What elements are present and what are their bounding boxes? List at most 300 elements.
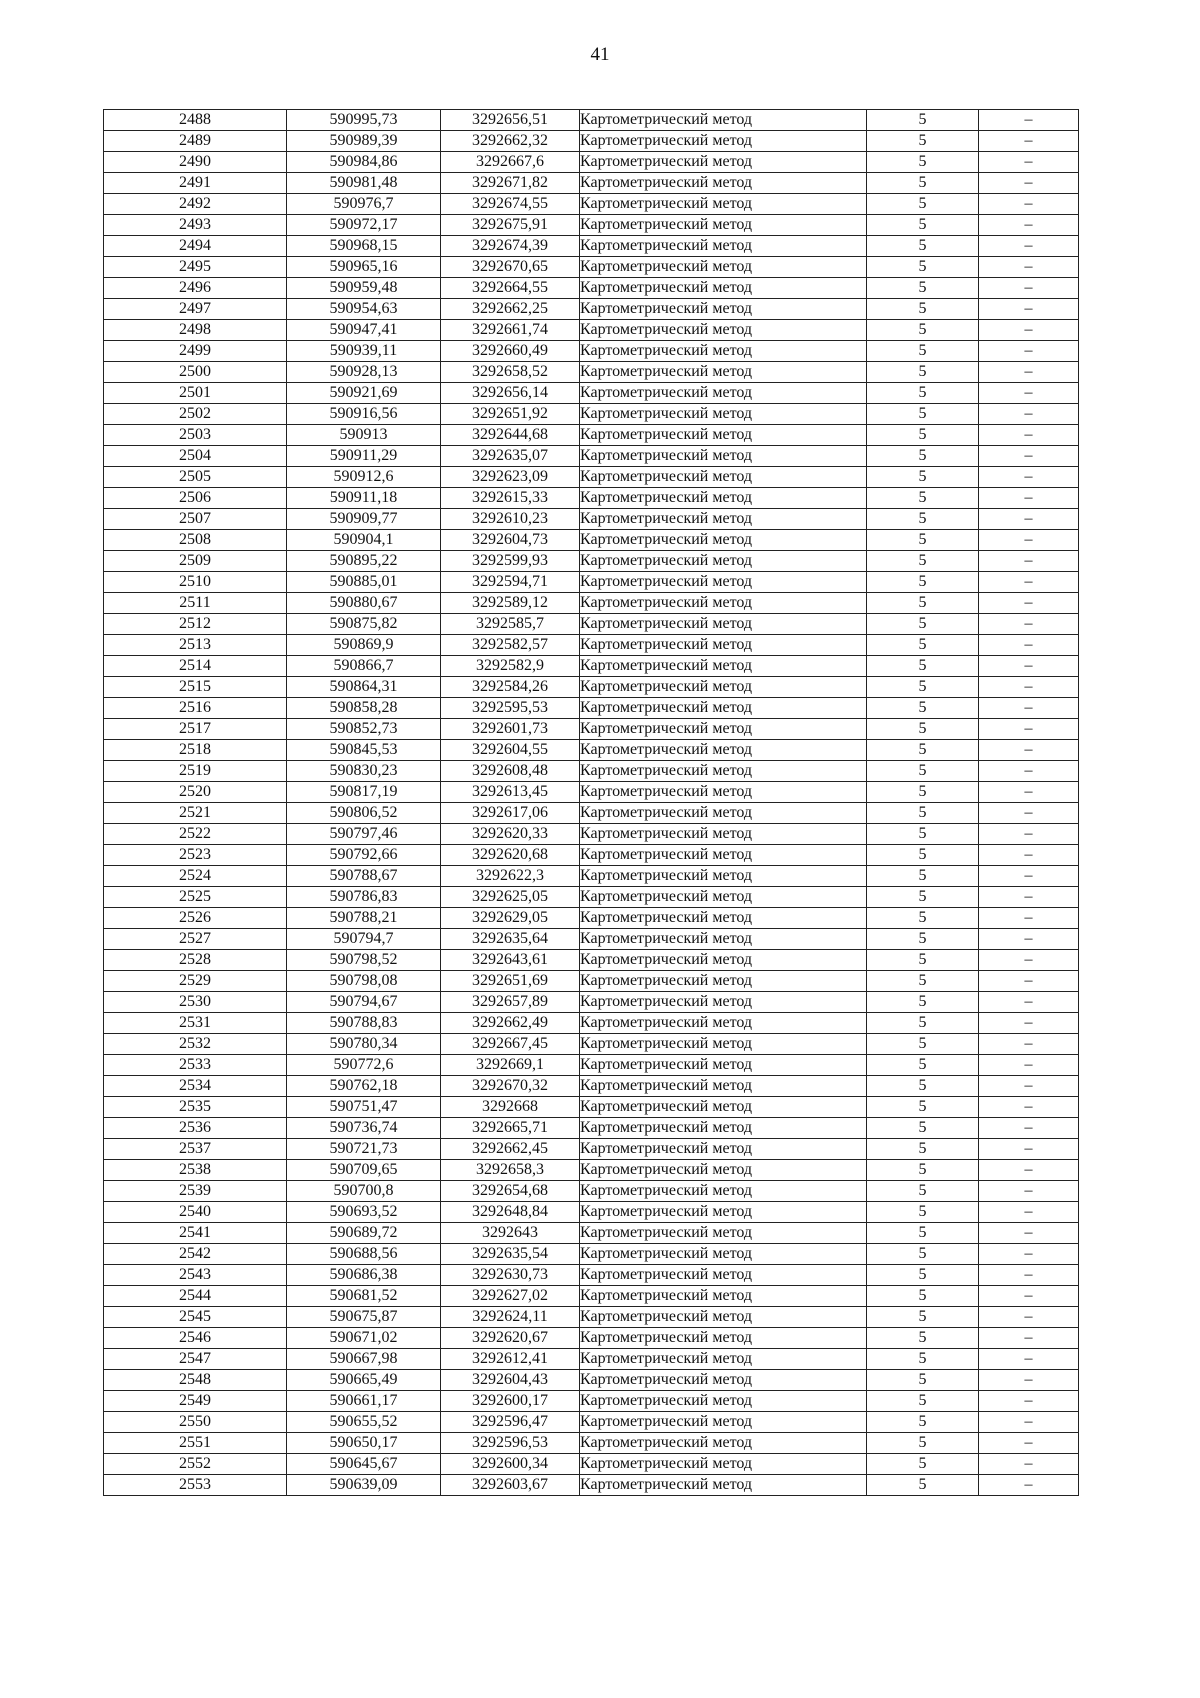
y-coordinate-cell: 3292658,52 [441, 362, 580, 383]
y-coordinate-cell: 3292624,11 [441, 1307, 580, 1328]
x-coordinate-cell: 590751,47 [287, 1097, 441, 1118]
x-coordinate-cell: 590721,73 [287, 1139, 441, 1160]
x-coordinate-cell: 590995,73 [287, 110, 441, 131]
table-row [104, 257, 1079, 278]
table-row [104, 719, 1079, 740]
accuracy-cell: 5 [867, 446, 979, 467]
table-row [104, 782, 1079, 803]
y-coordinate-cell: 3292656,14 [441, 383, 580, 404]
point-number-cell: 2512 [104, 614, 287, 635]
x-coordinate-cell: 590976,7 [287, 194, 441, 215]
y-coordinate-cell: 3292599,93 [441, 551, 580, 572]
accuracy-cell: 5 [867, 908, 979, 929]
point-number-cell: 2520 [104, 782, 287, 803]
description-cell: – [979, 740, 1079, 761]
method-cell: Картометрический метод [580, 446, 867, 467]
table-row [104, 1055, 1079, 1076]
description-cell: – [979, 404, 1079, 425]
description-cell: – [979, 698, 1079, 719]
accuracy-cell: 5 [867, 1454, 979, 1475]
y-coordinate-cell: 3292620,68 [441, 845, 580, 866]
x-coordinate-cell: 590661,17 [287, 1391, 441, 1412]
point-number-cell: 2551 [104, 1433, 287, 1454]
description-cell: – [979, 194, 1079, 215]
accuracy-cell: 5 [867, 1223, 979, 1244]
method-cell: Картометрический метод [580, 425, 867, 446]
x-coordinate-cell: 590921,69 [287, 383, 441, 404]
table-row [104, 530, 1079, 551]
y-coordinate-cell: 3292674,55 [441, 194, 580, 215]
method-cell: Картометрический метод [580, 152, 867, 173]
point-number-cell: 2492 [104, 194, 287, 215]
accuracy-cell: 5 [867, 950, 979, 971]
y-coordinate-cell: 3292661,74 [441, 320, 580, 341]
table-row [104, 425, 1079, 446]
point-number-cell: 2489 [104, 131, 287, 152]
y-coordinate-cell: 3292657,89 [441, 992, 580, 1013]
description-cell: – [979, 1139, 1079, 1160]
accuracy-cell: 5 [867, 278, 979, 299]
point-number-cell: 2527 [104, 929, 287, 950]
accuracy-cell: 5 [867, 1433, 979, 1454]
y-coordinate-cell: 3292604,55 [441, 740, 580, 761]
table-row [104, 299, 1079, 320]
accuracy-cell: 5 [867, 551, 979, 572]
description-cell: – [979, 509, 1079, 530]
x-coordinate-cell: 590671,02 [287, 1328, 441, 1349]
table-row [104, 1286, 1079, 1307]
y-coordinate-cell: 3292669,1 [441, 1055, 580, 1076]
x-coordinate-cell: 590686,38 [287, 1265, 441, 1286]
method-cell: Картометрический метод [580, 677, 867, 698]
method-cell: Картометрический метод [580, 404, 867, 425]
accuracy-cell: 5 [867, 530, 979, 551]
method-cell: Картометрический метод [580, 110, 867, 131]
table-row [104, 1034, 1079, 1055]
description-cell: – [979, 866, 1079, 887]
description-cell: – [979, 1433, 1079, 1454]
table-row [104, 551, 1079, 572]
point-number-cell: 2504 [104, 446, 287, 467]
table-row [104, 1391, 1079, 1412]
method-cell: Картометрический метод [580, 341, 867, 362]
table-row [104, 740, 1079, 761]
description-cell: – [979, 1160, 1079, 1181]
y-coordinate-cell: 3292600,17 [441, 1391, 580, 1412]
table-row [104, 1412, 1079, 1433]
x-coordinate-cell: 590688,56 [287, 1244, 441, 1265]
table-row [104, 1307, 1079, 1328]
x-coordinate-cell: 590913 [287, 425, 441, 446]
y-coordinate-cell: 3292654,68 [441, 1181, 580, 1202]
x-coordinate-cell: 590798,08 [287, 971, 441, 992]
accuracy-cell: 5 [867, 1286, 979, 1307]
description-cell: – [979, 1118, 1079, 1139]
accuracy-cell: 5 [867, 782, 979, 803]
table-row [104, 635, 1079, 656]
accuracy-cell: 5 [867, 719, 979, 740]
accuracy-cell: 5 [867, 1076, 979, 1097]
point-number-cell: 2495 [104, 257, 287, 278]
accuracy-cell: 5 [867, 1181, 979, 1202]
method-cell: Картометрический метод [580, 362, 867, 383]
accuracy-cell: 5 [867, 593, 979, 614]
point-number-cell: 2539 [104, 1181, 287, 1202]
point-number-cell: 2507 [104, 509, 287, 530]
y-coordinate-cell: 3292660,49 [441, 341, 580, 362]
y-coordinate-cell: 3292627,02 [441, 1286, 580, 1307]
table-row [104, 824, 1079, 845]
description-cell: – [979, 236, 1079, 257]
point-number-cell: 2553 [104, 1475, 287, 1496]
x-coordinate-cell: 590968,15 [287, 236, 441, 257]
point-number-cell: 2535 [104, 1097, 287, 1118]
x-coordinate-cell: 590788,67 [287, 866, 441, 887]
y-coordinate-cell: 3292662,45 [441, 1139, 580, 1160]
y-coordinate-cell: 3292635,64 [441, 929, 580, 950]
y-coordinate-cell: 3292582,9 [441, 656, 580, 677]
method-cell: Картометрический метод [580, 740, 867, 761]
description-cell: – [979, 1349, 1079, 1370]
description-cell: – [979, 1097, 1079, 1118]
coordinates-table-body [104, 110, 1079, 1496]
y-coordinate-cell: 3292601,73 [441, 719, 580, 740]
description-cell: – [979, 887, 1079, 908]
description-cell: – [979, 152, 1079, 173]
table-row [104, 1202, 1079, 1223]
accuracy-cell: 5 [867, 425, 979, 446]
table-row [104, 1160, 1079, 1181]
method-cell: Картометрический метод [580, 1307, 867, 1328]
y-coordinate-cell: 3292608,48 [441, 761, 580, 782]
x-coordinate-cell: 590639,09 [287, 1475, 441, 1496]
y-coordinate-cell: 3292594,71 [441, 572, 580, 593]
accuracy-cell: 5 [867, 845, 979, 866]
description-cell: – [979, 1181, 1079, 1202]
x-coordinate-cell: 590912,6 [287, 467, 441, 488]
method-cell: Картометрический метод [580, 1202, 867, 1223]
accuracy-cell: 5 [867, 1034, 979, 1055]
y-coordinate-cell: 3292662,49 [441, 1013, 580, 1034]
method-cell: Картометрический метод [580, 173, 867, 194]
description-cell: – [979, 488, 1079, 509]
x-coordinate-cell: 590845,53 [287, 740, 441, 761]
description-cell: – [979, 593, 1079, 614]
x-coordinate-cell: 590830,23 [287, 761, 441, 782]
table-row [104, 1139, 1079, 1160]
point-number-cell: 2533 [104, 1055, 287, 1076]
y-coordinate-cell: 3292589,12 [441, 593, 580, 614]
description-cell: – [979, 1076, 1079, 1097]
y-coordinate-cell: 3292629,05 [441, 908, 580, 929]
method-cell: Картометрический метод [580, 1076, 867, 1097]
accuracy-cell: 5 [867, 509, 979, 530]
point-number-cell: 2522 [104, 824, 287, 845]
table-row [104, 236, 1079, 257]
y-coordinate-cell: 3292604,73 [441, 530, 580, 551]
method-cell: Картометрический метод [580, 950, 867, 971]
x-coordinate-cell: 590797,46 [287, 824, 441, 845]
y-coordinate-cell: 3292635,07 [441, 446, 580, 467]
point-number-cell: 2488 [104, 110, 287, 131]
point-number-cell: 2501 [104, 383, 287, 404]
method-cell: Картометрический метод [580, 698, 867, 719]
point-number-cell: 2497 [104, 299, 287, 320]
y-coordinate-cell: 3292613,45 [441, 782, 580, 803]
point-number-cell: 2498 [104, 320, 287, 341]
method-cell: Картометрический метод [580, 1265, 867, 1286]
table-row [104, 950, 1079, 971]
description-cell: – [979, 908, 1079, 929]
table-row [104, 887, 1079, 908]
table-row [104, 803, 1079, 824]
description-cell: – [979, 992, 1079, 1013]
description-cell: – [979, 1034, 1079, 1055]
table-row [104, 698, 1079, 719]
method-cell: Картометрический метод [580, 929, 867, 950]
y-coordinate-cell: 3292656,51 [441, 110, 580, 131]
y-coordinate-cell: 3292662,32 [441, 131, 580, 152]
method-cell: Картометрический метод [580, 467, 867, 488]
method-cell: Картометрический метод [580, 299, 867, 320]
accuracy-cell: 5 [867, 572, 979, 593]
accuracy-cell: 5 [867, 698, 979, 719]
description-cell: – [979, 677, 1079, 698]
table-row [104, 1244, 1079, 1265]
accuracy-cell: 5 [867, 1118, 979, 1139]
x-coordinate-cell: 590852,73 [287, 719, 441, 740]
description-cell: – [979, 1475, 1079, 1496]
accuracy-cell: 5 [867, 341, 979, 362]
method-cell: Картометрический метод [580, 215, 867, 236]
description-cell: – [979, 110, 1079, 131]
method-cell: Картометрический метод [580, 1391, 867, 1412]
x-coordinate-cell: 590947,41 [287, 320, 441, 341]
x-coordinate-cell: 590794,7 [287, 929, 441, 950]
description-cell: – [979, 383, 1079, 404]
x-coordinate-cell: 590693,52 [287, 1202, 441, 1223]
description-cell: – [979, 1286, 1079, 1307]
accuracy-cell: 5 [867, 1013, 979, 1034]
description-cell: – [979, 1265, 1079, 1286]
y-coordinate-cell: 3292603,67 [441, 1475, 580, 1496]
point-number-cell: 2505 [104, 467, 287, 488]
description-cell: – [979, 719, 1079, 740]
x-coordinate-cell: 590984,86 [287, 152, 441, 173]
y-coordinate-cell: 3292675,91 [441, 215, 580, 236]
description-cell: – [979, 572, 1079, 593]
x-coordinate-cell: 590939,11 [287, 341, 441, 362]
point-number-cell: 2542 [104, 1244, 287, 1265]
point-number-cell: 2525 [104, 887, 287, 908]
table-row [104, 1370, 1079, 1391]
table-row [104, 488, 1079, 509]
point-number-cell: 2529 [104, 971, 287, 992]
accuracy-cell: 5 [867, 635, 979, 656]
y-coordinate-cell: 3292612,41 [441, 1349, 580, 1370]
accuracy-cell: 5 [867, 992, 979, 1013]
method-cell: Картометрический метод [580, 803, 867, 824]
point-number-cell: 2515 [104, 677, 287, 698]
method-cell: Картометрический метод [580, 1412, 867, 1433]
point-number-cell: 2534 [104, 1076, 287, 1097]
point-number-cell: 2510 [104, 572, 287, 593]
x-coordinate-cell: 590954,63 [287, 299, 441, 320]
point-number-cell: 2503 [104, 425, 287, 446]
y-coordinate-cell: 3292667,6 [441, 152, 580, 173]
x-coordinate-cell: 590989,39 [287, 131, 441, 152]
description-cell: – [979, 761, 1079, 782]
description-cell: – [979, 656, 1079, 677]
table-row [104, 1349, 1079, 1370]
accuracy-cell: 5 [867, 1391, 979, 1412]
point-number-cell: 2490 [104, 152, 287, 173]
method-cell: Картометрический метод [580, 1055, 867, 1076]
accuracy-cell: 5 [867, 824, 979, 845]
method-cell: Картометрический метод [580, 1223, 867, 1244]
x-coordinate-cell: 590681,52 [287, 1286, 441, 1307]
point-number-cell: 2549 [104, 1391, 287, 1412]
point-number-cell: 2545 [104, 1307, 287, 1328]
point-number-cell: 2508 [104, 530, 287, 551]
method-cell: Картометрический метод [580, 971, 867, 992]
point-number-cell: 2514 [104, 656, 287, 677]
x-coordinate-cell: 590665,49 [287, 1370, 441, 1391]
accuracy-cell: 5 [867, 740, 979, 761]
x-coordinate-cell: 590916,56 [287, 404, 441, 425]
point-number-cell: 2544 [104, 1286, 287, 1307]
point-number-cell: 2518 [104, 740, 287, 761]
table-row [104, 467, 1079, 488]
accuracy-cell: 5 [867, 971, 979, 992]
accuracy-cell: 5 [867, 1160, 979, 1181]
accuracy-cell: 5 [867, 194, 979, 215]
accuracy-cell: 5 [867, 236, 979, 257]
point-number-cell: 2526 [104, 908, 287, 929]
y-coordinate-cell: 3292620,67 [441, 1328, 580, 1349]
description-cell: – [979, 614, 1079, 635]
point-number-cell: 2494 [104, 236, 287, 257]
point-number-cell: 2523 [104, 845, 287, 866]
x-coordinate-cell: 590866,7 [287, 656, 441, 677]
accuracy-cell: 5 [867, 761, 979, 782]
accuracy-cell: 5 [867, 215, 979, 236]
table-row [104, 173, 1079, 194]
method-cell: Картометрический метод [580, 1034, 867, 1055]
description-cell: – [979, 551, 1079, 572]
point-number-cell: 2528 [104, 950, 287, 971]
method-cell: Картометрический метод [580, 131, 867, 152]
description-cell: – [979, 1328, 1079, 1349]
table-row [104, 929, 1079, 950]
accuracy-cell: 5 [867, 257, 979, 278]
point-number-cell: 2519 [104, 761, 287, 782]
y-coordinate-cell: 3292644,68 [441, 425, 580, 446]
y-coordinate-cell: 3292651,69 [441, 971, 580, 992]
method-cell: Картометрический метод [580, 992, 867, 1013]
x-coordinate-cell: 590928,13 [287, 362, 441, 383]
point-number-cell: 2540 [104, 1202, 287, 1223]
accuracy-cell: 5 [867, 614, 979, 635]
point-number-cell: 2543 [104, 1265, 287, 1286]
y-coordinate-cell: 3292617,06 [441, 803, 580, 824]
method-cell: Картометрический метод [580, 1328, 867, 1349]
description-cell: – [979, 1370, 1079, 1391]
x-coordinate-cell: 590772,6 [287, 1055, 441, 1076]
method-cell: Картометрический метод [580, 845, 867, 866]
method-cell: Картометрический метод [580, 1370, 867, 1391]
point-number-cell: 2506 [104, 488, 287, 509]
point-number-cell: 2538 [104, 1160, 287, 1181]
table-row [104, 1328, 1079, 1349]
y-coordinate-cell: 3292630,73 [441, 1265, 580, 1286]
accuracy-cell: 5 [867, 1349, 979, 1370]
accuracy-cell: 5 [867, 383, 979, 404]
method-cell: Картометрический метод [580, 488, 867, 509]
accuracy-cell: 5 [867, 1139, 979, 1160]
description-cell: – [979, 1223, 1079, 1244]
x-coordinate-cell: 590911,18 [287, 488, 441, 509]
description-cell: – [979, 1454, 1079, 1475]
method-cell: Картометрический метод [580, 1433, 867, 1454]
accuracy-cell: 5 [867, 110, 979, 131]
table-row [104, 761, 1079, 782]
method-cell: Картометрический метод [580, 1349, 867, 1370]
y-coordinate-cell: 3292622,3 [441, 866, 580, 887]
description-cell: – [979, 299, 1079, 320]
accuracy-cell: 5 [867, 1475, 979, 1496]
description-cell: – [979, 425, 1079, 446]
point-number-cell: 2550 [104, 1412, 287, 1433]
x-coordinate-cell: 590895,22 [287, 551, 441, 572]
point-number-cell: 2509 [104, 551, 287, 572]
point-number-cell: 2530 [104, 992, 287, 1013]
y-coordinate-cell: 3292667,45 [441, 1034, 580, 1055]
method-cell: Картометрический метод [580, 824, 867, 845]
accuracy-cell: 5 [867, 1097, 979, 1118]
method-cell: Картометрический метод [580, 194, 867, 215]
x-coordinate-cell: 590645,67 [287, 1454, 441, 1475]
x-coordinate-cell: 590786,83 [287, 887, 441, 908]
description-cell: – [979, 278, 1079, 299]
method-cell: Картометрический метод [580, 887, 867, 908]
point-number-cell: 2548 [104, 1370, 287, 1391]
x-coordinate-cell: 590817,19 [287, 782, 441, 803]
point-number-cell: 2513 [104, 635, 287, 656]
x-coordinate-cell: 590780,34 [287, 1034, 441, 1055]
description-cell: – [979, 950, 1079, 971]
x-coordinate-cell: 590909,77 [287, 509, 441, 530]
method-cell: Картометрический метод [580, 572, 867, 593]
x-coordinate-cell: 590762,18 [287, 1076, 441, 1097]
method-cell: Картометрический метод [580, 1097, 867, 1118]
point-number-cell: 2521 [104, 803, 287, 824]
method-cell: Картометрический метод [580, 236, 867, 257]
x-coordinate-cell: 590650,17 [287, 1433, 441, 1454]
accuracy-cell: 5 [867, 173, 979, 194]
table-row [104, 572, 1079, 593]
y-coordinate-cell: 3292582,57 [441, 635, 580, 656]
method-cell: Картометрический метод [580, 1244, 867, 1265]
x-coordinate-cell: 590798,52 [287, 950, 441, 971]
y-coordinate-cell: 3292595,53 [441, 698, 580, 719]
description-cell: – [979, 320, 1079, 341]
point-number-cell: 2499 [104, 341, 287, 362]
method-cell: Картометрический метод [580, 1160, 867, 1181]
description-cell: – [979, 845, 1079, 866]
x-coordinate-cell: 590736,74 [287, 1118, 441, 1139]
description-cell: – [979, 257, 1079, 278]
